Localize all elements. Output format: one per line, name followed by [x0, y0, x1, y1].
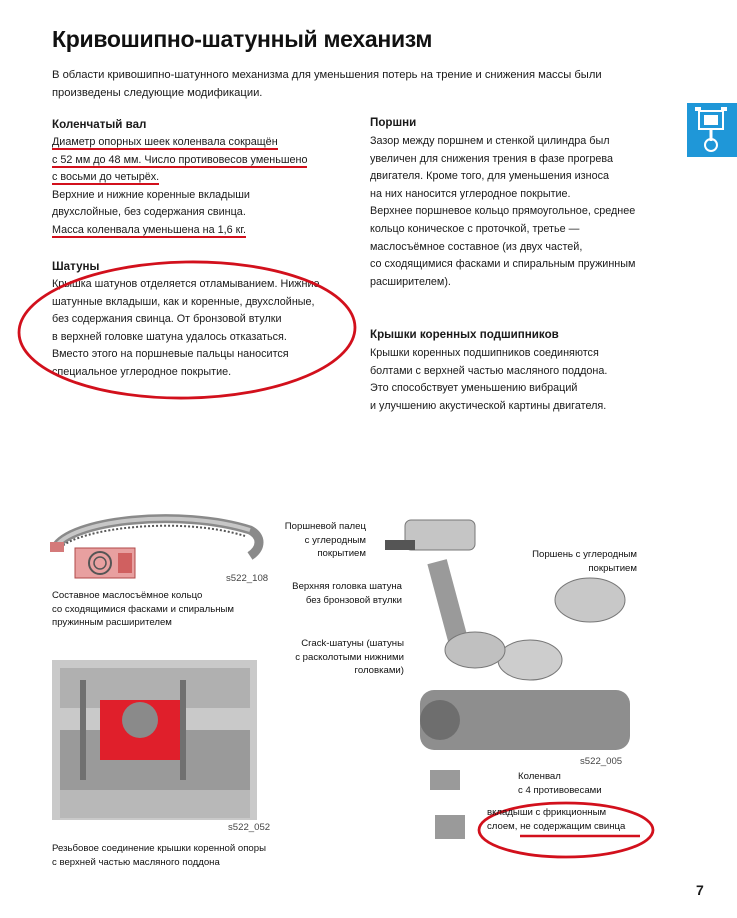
liner-caption-line: вкладыши с фрикционным: [487, 807, 607, 818]
liner-caption-part: не содержащим свинца: [520, 820, 626, 832]
conrods-line: Крышка шатунов отделяется отламыванием. Нижние: [52, 278, 320, 290]
crankshaft-line: Масса коленвала уменьшена на 1,6 кг.: [52, 223, 246, 236]
bearing-caps-line: и улучшению акустической картины двигателя.: [370, 399, 607, 412]
crack-caption-line: головками): [354, 665, 404, 676]
pistons-line: кольцо коническое с проточкой, третье —: [370, 222, 580, 235]
crank-caption-line: Коленвал: [518, 771, 561, 782]
annotation-ellipse-conrods: [18, 259, 356, 401]
crankshaft-line: Диаметр опорных шеек коленвала сокращён: [52, 136, 278, 148]
page-number: 7: [696, 882, 704, 898]
oil-ring-illustration: [50, 519, 259, 578]
pistons-line: Зазор между поршнем и стенкой цилиндра был: [370, 135, 610, 147]
bearing-caps-title: Крышки коренных подшипников: [370, 328, 559, 341]
crankshaft-line: Верхние и нижние коренные вкладыши: [52, 188, 250, 201]
conrods-line: Вместо этого на поршневые пальцы наносится: [52, 348, 289, 361]
pin-caption-line: покрытием: [317, 548, 366, 559]
crack-caption-line: с расколотыми нижними: [295, 651, 404, 663]
crank-caption: [518, 770, 602, 797]
small-end-caption: [270, 580, 402, 607]
crankshaft-title: Коленчатый вал: [52, 118, 147, 131]
ring-code: s522_108: [226, 573, 269, 584]
small-end-caption-line: Верхняя головка шатуна: [292, 581, 402, 592]
crank-code: s522_005: [580, 756, 623, 767]
pistons-line: увеличен для снижения трения в фазе прогрева: [370, 152, 614, 165]
pin-caption-line: с углеродным: [304, 534, 366, 546]
conrods-line: без содержания свинца. От бронзовой втулки: [52, 313, 282, 326]
liner-caption: [487, 806, 625, 833]
intro-line: В области кривошипно-шатунного механизма для уменьшения потерь на трение и снижения массы были: [52, 69, 602, 81]
cap-caption-line: Резьбовое соединение крышки коренной опоры: [52, 843, 266, 854]
pistons-line: Верхнее поршневое кольцо прямоугольное, среднее: [370, 205, 636, 218]
pin-caption: [280, 520, 366, 561]
pin-caption-line: Поршневой палец: [284, 521, 366, 532]
cap-caption: [52, 842, 266, 869]
engine-cutaway-illustration: [52, 660, 257, 820]
crank-caption-line: с 4 противовесами: [518, 784, 602, 796]
crankshaft-line: с 52 мм до 48 мм. Число противовесов уменьшено: [52, 153, 308, 166]
page-title: Кривошипно-шатунный механизм: [52, 26, 433, 52]
ring-caption: [52, 589, 234, 630]
pistons-line: со сходящимися фасками и спиральным пружинным: [370, 258, 636, 271]
pistons-line: расширителем).: [370, 275, 451, 288]
small-end-caption-line: без бронзовой втулки: [305, 594, 402, 606]
pistons-line: на них наносится углеродное покрытие.: [370, 187, 571, 200]
ring-caption-line: пружинным расширителем: [52, 617, 172, 628]
crankshaft-line: с восьми до четырёх.: [52, 171, 160, 184]
ring-caption-line: со сходящимися фасками и спиральным: [52, 603, 234, 615]
conrods-line: специальное углеродное покрытие.: [52, 365, 232, 378]
pistons-line: двигателя. Кроме того, для уменьшения износа: [370, 170, 610, 183]
ring-caption-line: Составное маслосъёмное кольцо: [52, 590, 203, 601]
piston-coat-caption-line: Поршень с углеродным: [532, 549, 637, 560]
intro-line: произведены следующие модификации.: [52, 87, 263, 99]
cap-code: s522_052: [228, 822, 271, 833]
conrods-line: шатунные вкладыши, как и коренные, двухслойные,: [52, 295, 315, 308]
piston-coat-caption-line: покрытием: [588, 562, 637, 574]
pistons-line: маслосъёмное составное (из двух частей,: [370, 240, 583, 253]
cap-caption-line: с верхней частью масляного поддона: [52, 856, 220, 868]
liner-caption-part: слоем,: [487, 820, 518, 832]
conrods-line: в верхней головке шатуна удалось отказаться.: [52, 330, 287, 343]
bearing-caps-line: болтами с верхней частью масляного поддона.: [370, 364, 608, 377]
crack-caption: [270, 637, 404, 678]
bearing-caps-line: Это способствует уменьшению вибраций: [370, 382, 578, 395]
crack-caption-line: Crack-шатуны (шатуны: [301, 638, 404, 649]
bearing-caps-line: Крышки коренных подшипников соединяются: [370, 347, 599, 359]
pistons-title: Поршни: [370, 116, 417, 129]
crankshaft-line: двухслойные, без содержания свинца.: [52, 206, 246, 219]
piston-coat-caption: [520, 548, 637, 575]
conrods-title: Шатуны: [52, 260, 100, 273]
